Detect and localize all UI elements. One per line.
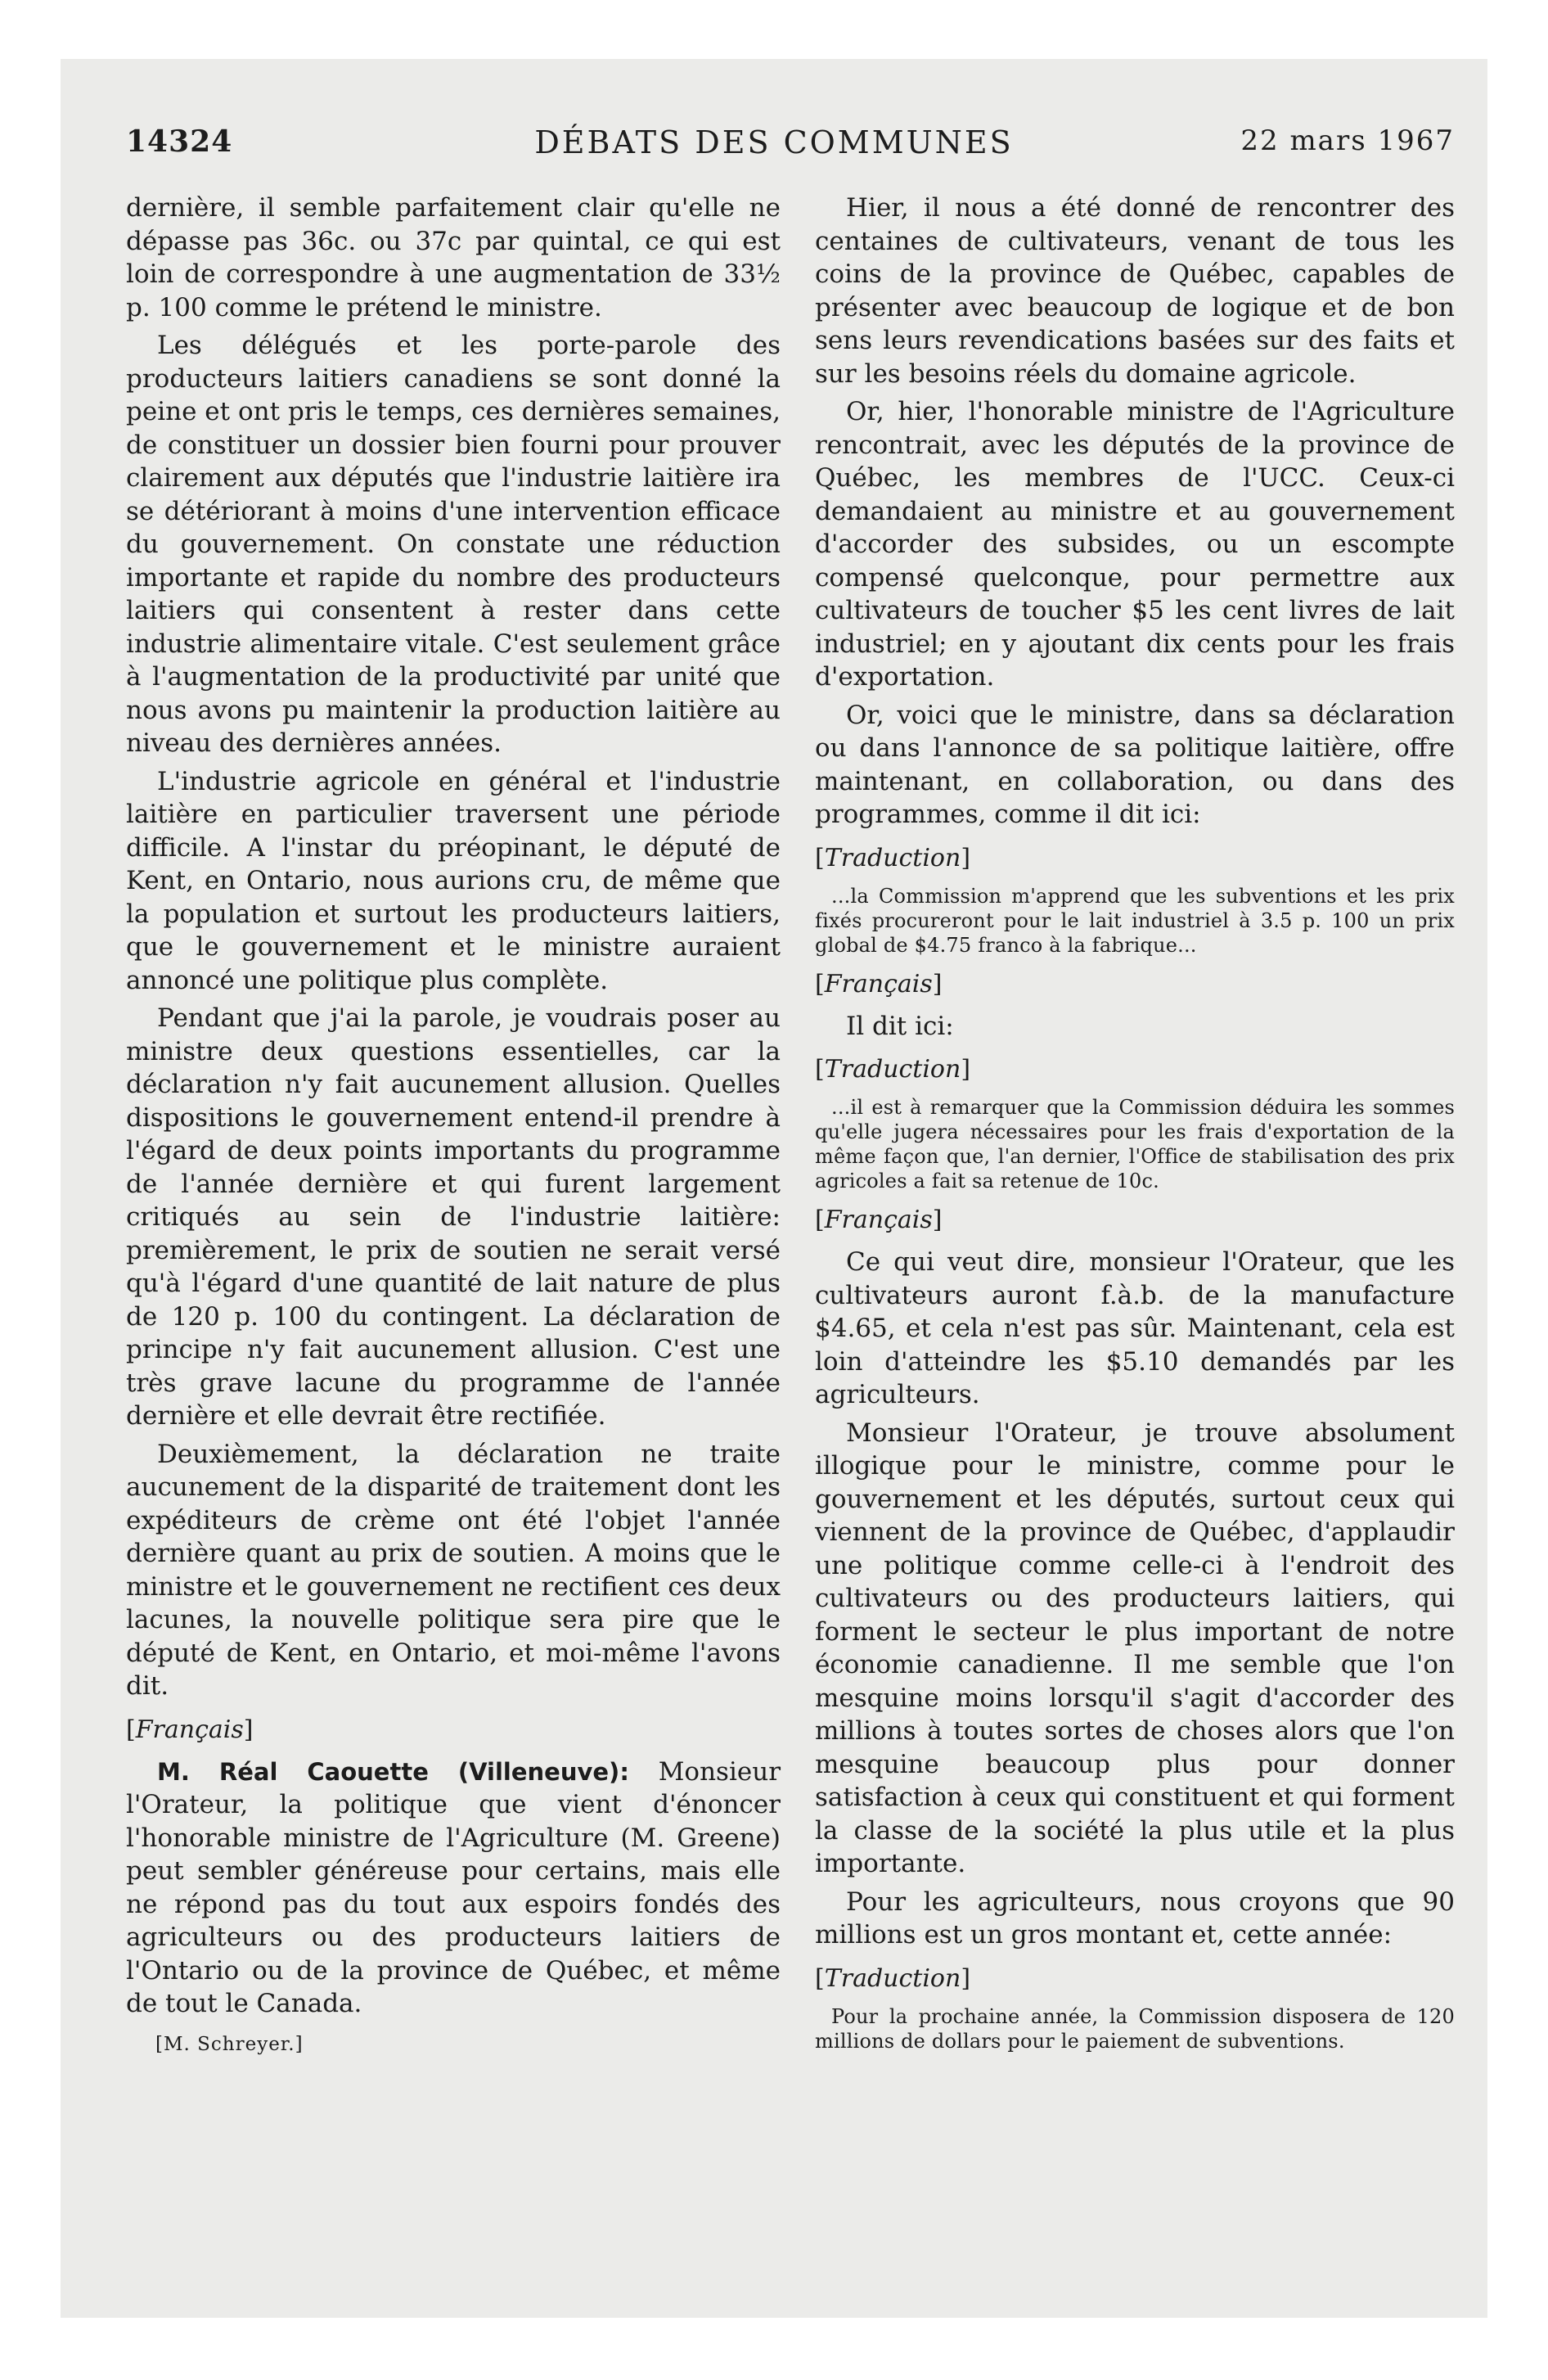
paragraph: L'industrie agricole en général et l'industrie laitière en particulier traversent une période difficile. A l'instar du préopinant, le député de Kent, en Ontario, nous aurions cru, de même que la population et surtout les producteurs laitiers, que le gouvernement et le ministre auraient annoncé une politique plus complète. xyxy=(126,766,781,995)
language-marker: [Français] xyxy=(126,1715,254,1744)
language-marker: [Traduction] xyxy=(815,843,971,872)
left-column xyxy=(126,192,781,2055)
speaker-signature: [M. Schreyer.] xyxy=(155,2033,304,2055)
speech-paragraph: M. Réal Caouette (Villeneuve): Monsieur l'Orateur, la politique que vient d'énoncer l'honorable ministre de l'Agriculture (M. Greene) peut sembler généreuse pour certains, mais elle ne répond pas du tout aux espoirs fondés des agriculteurs ou des producteurs laitiers de l'Ontario ou de la province de Québec, et même de tout le Canada. xyxy=(126,1756,781,2018)
paragraph: Il dit ici: xyxy=(846,1011,954,1041)
publication-title: DÉBATS DES COMMUNES xyxy=(534,124,1014,160)
paragraph: Or, voici que le ministre, dans sa déclaration ou dans l'annonce de sa politique laitière, offre maintenant, en collaboration, ou dans des programmes, comme il dit ici: xyxy=(815,700,1455,829)
paragraph: Hier, il nous a été donné de rencontrer des centaines de cultivateurs, venant de tous les coins de la province de Québec, capables de présenter avec beaucoup de logique et de bon sens leurs revendications basées sur des faits et sur les besoins réels du domaine agricole. xyxy=(815,193,1455,389)
quotation: ...il est à remarquer que la Commission déduira les sommes qu'elle jugera nécessaires pour les frais d'exportation de la même façon que, l'an dernier, l'Office de stabilisation des prix agricoles a fait sa retenue de 10c. xyxy=(815,1096,1455,1192)
language-marker: [Traduction] xyxy=(815,1963,971,1993)
quotation: Pour la prochaine année, la Commission disposera de 120 millions de dollars pour le paiement de subventions. xyxy=(815,2004,1455,2053)
paragraph: Or, hier, l'honorable ministre de l'Agriculture rencontrait, avec les députés de la province de Québec, les membres de l'UCC. Ceux-ci demandaient au ministre et au gouvernement d'accorder des subsides, ou un escompte compensé quelconque, pour permettre aux cultivateurs de toucher $5 les cent livres de lait industriel; en y ajoutant dix cents pour les frais d'exportation. xyxy=(815,397,1455,692)
paragraph: Pendant que j'ai la parole, je voudrais poser au ministre deux questions essentielles, car la déclaration n'y fait aucunement allusion. Quelles dispositions le gouvernement entend-il prendre à l'égard de deux points importants du programme de l'année dernière et qui furent largement critiqués au sein de l'industrie laitière: premièrement, le prix de soutien ne serait versé qu'à l'égard d'une quantité de lait nature de plus de 120 p. 100 du contingent. La déclaration de principe n'y fait aucunement allusion. C'est une très grave lacune du programme de l'année dernière et elle devrait être rectifiée. xyxy=(126,1003,781,1431)
quotation: ...la Commission m'apprend que les subventions et les prix fixés procureront pour le lait industriel à 3.5 p. 100 un prix global de $4.75 franco à la fabrique... xyxy=(815,884,1455,957)
page-number: 14324 xyxy=(126,124,233,159)
page-date: 22 mars 1967 xyxy=(1240,124,1455,157)
paragraph: Pour les agriculteurs, nous croyons que 90 millions est un gros montant et, cette année: xyxy=(815,1886,1455,1950)
paragraph: Les délégués et les porte-parole des producteurs laitiers canadiens se sont donné la peine et ont pris le temps, ces dernières semaines, de constituer un dossier bien fourni pour prouver clairement aux députés que l'industrie laitière ira se détériorant à moins d'une intervention efficace du gouvernement. On constate une réduction importante et rapide du nombre des producteurs laitiers qui consentent à rester dans cette industrie alimentaire vitale. C'est seulement grâce à l'augmentation de la productivité par unité que nous avons pu maintenir la production laitière au niveau des dernières années. xyxy=(126,331,781,758)
language-marker: [Traduction] xyxy=(815,1055,971,1084)
page-sheet xyxy=(61,59,1487,2318)
paragraph: Deuxièmement, la déclaration ne traite aucunement de la disparité de traitement dont les expéditeurs de crème ont été l'objet l'année dernière quant au prix de soutien. A moins que le ministre et le gouvernement ne rectifient ces deux lacunes, la nouvelle politique sera pire que le député de Kent, en Ontario, et moi-même l'avons dit. xyxy=(126,1439,781,1701)
paragraph: Ce qui veut dire, monsieur l'Orateur, que les cultivateurs auront f.à.b. de la manufacture $4.65, et cela n'est pas sûr. Maintenant, cela est loin d'atteindre les $5.10 demandés par les agriculteurs. xyxy=(815,1247,1455,1409)
right-column xyxy=(815,192,1455,2065)
language-marker: [Français] xyxy=(815,969,943,998)
paragraph: dernière, il semble parfaitement clair qu'elle ne dépasse pas 36c. ou 37c par quintal, ce qui est loin de correspondre à une augmentation de 33½ p. 100 comme le prétend le ministre. xyxy=(126,193,781,322)
paragraph: Monsieur l'Orateur, je trouve absolument illogique pour le ministre, comme pour le gouvernement et les députés, surtout ceux qui viennent de la province de Québec, d'applaudir une politique comme celle-ci à l'endroit des cultivateurs ou des producteurs laitiers, qui forment le secteur le plus important de notre économie canadienne. Il me semble que l'on mesquine moins lorsqu'il s'agit d'accorder des millions à toutes sortes de choses alors que l'on mesquine beaucoup plus pour donner satisfaction à ceux qui constituent et qui forment la classe de la société la plus utile et la plus importante. xyxy=(815,1418,1455,1878)
speaker-name: M. Réal Caouette (Villeneuve): xyxy=(157,1757,629,1786)
language-marker: [Français] xyxy=(815,1206,943,1234)
